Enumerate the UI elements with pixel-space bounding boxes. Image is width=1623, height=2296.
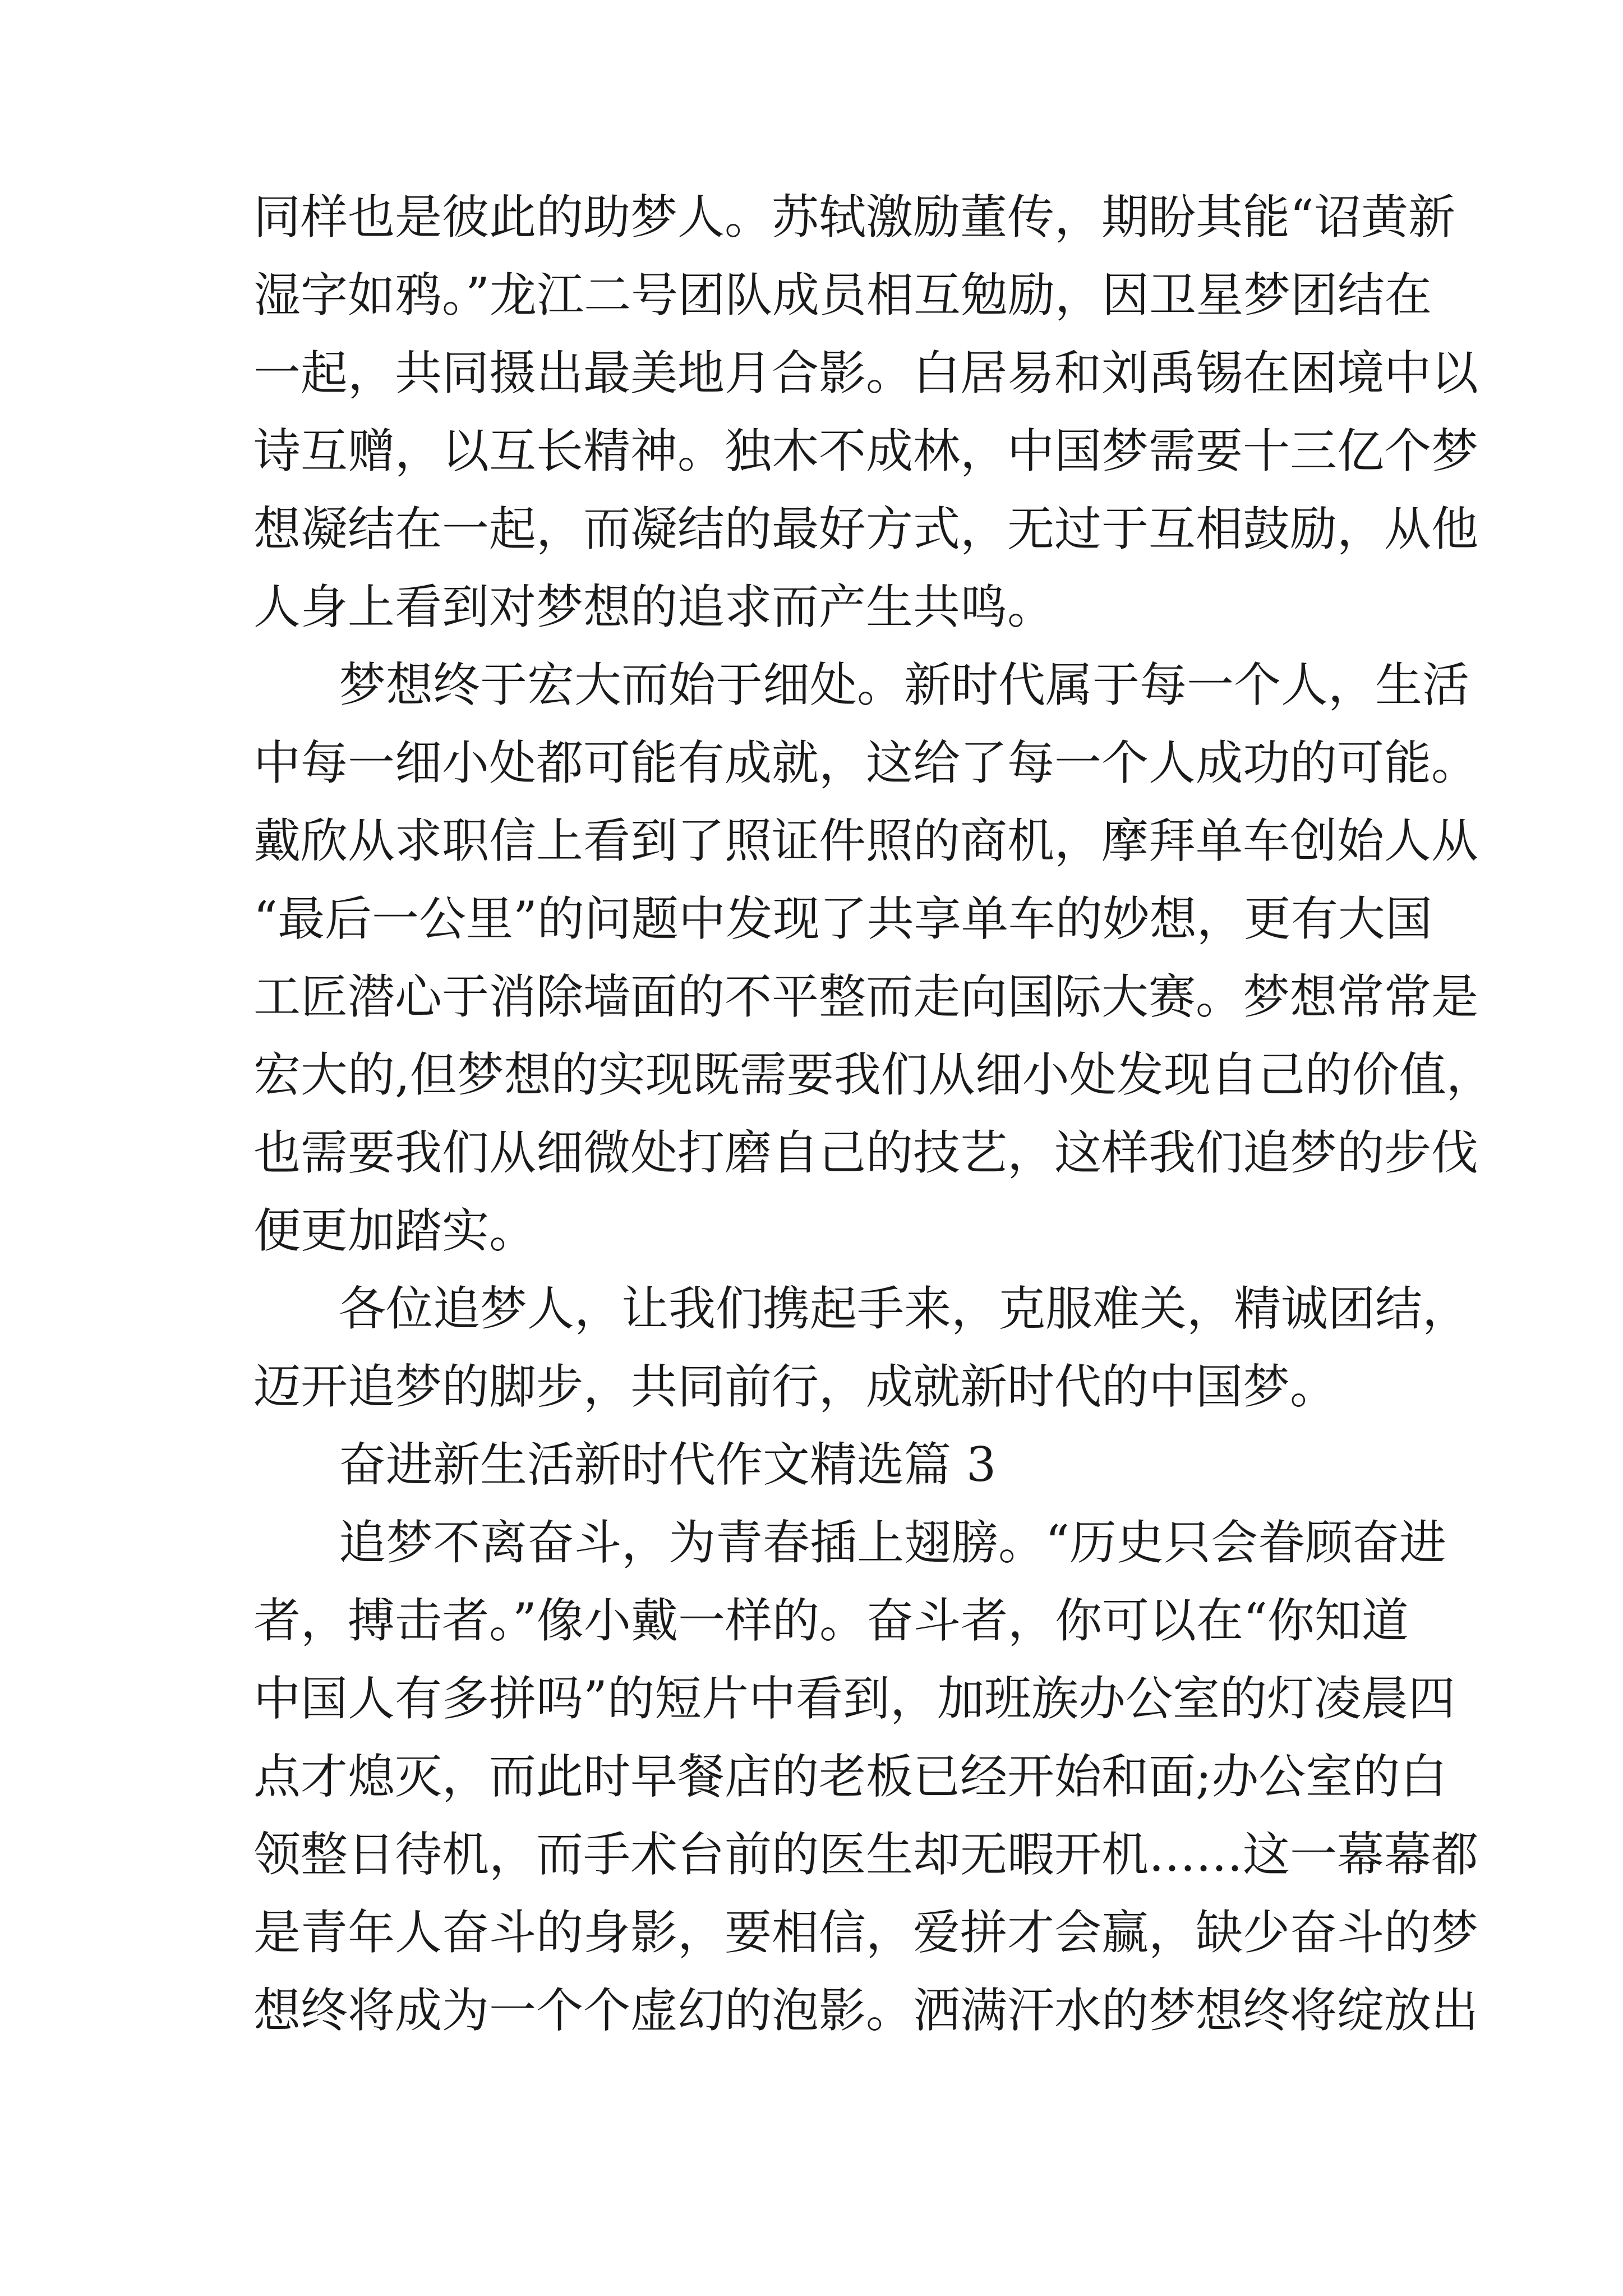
paragraph-first-line: 梦想终于宏大而始于细处。新时代属于每一个人，生活 [339,657,1470,712]
text-line: 领整日待机，而手术台前的医生却无暇开机……这一幕幕都 [253,1827,1479,1882]
text-line: 中每一细小处都可能有成就，这给了每一个人成功的可能。 [253,735,1479,790]
text-line: 迈开追梦的脚步，共同前行，成就新时代的中国梦。 [253,1359,1338,1414]
text-line: 想终将成为一个个虚幻的泡影。洒满汗水的梦想终将绽放出 [253,1983,1479,2038]
text-line: 是青年人奋斗的身影，要相信，爱拼才会赢，缺少奋斗的梦 [253,1905,1479,1960]
text-line: 者，搏击者。”像小戴一样的。奋斗者，你可以在“你知道 [253,1593,1409,1648]
text-line: 人身上看到对梦想的追求而产生共鸣。 [253,579,1055,634]
text-line: 想凝结在一起，而凝结的最好方式，无过于互相鼓励，从他 [253,501,1479,556]
text-line: 诗互赠，以互长精神。独木不成林，中国梦需要十三亿个梦 [253,424,1479,478]
text-line: 点才熄灭，而此时早餐店的老板已经开始和面;办公室的白 [253,1749,1447,1804]
text-line: 也需要我们从细微处打磨自己的技艺，这样我们追梦的步伐 [253,1125,1479,1180]
text-line: 戴欣从求职信上看到了照证件照的商机，摩拜单车创始人从 [253,813,1479,868]
text-line: “最后一公里”的问题中发现了共享单车的妙想，更有大国 [253,891,1432,946]
text-line: 一起，共同摄出最美地月合影。白居易和刘禹锡在困境中以 [253,346,1479,401]
document-body [253,178,1493,2050]
text-line: 湿字如鸦。”龙江二号团队成员相互勉励，因卫星梦团结在 [253,268,1432,323]
text-line: 宏大的,但梦想的实现既需要我们从细小处发现自己的价值， [253,1047,1493,1102]
text-line: 工匠潜心于消除墙面的不平整而走向国际大赛。梦想常常是 [253,969,1479,1024]
text-line: 同样也是彼此的助梦人。苏轼激励董传，期盼其能“诏黄新 [253,190,1455,245]
text-line: 便更加踏实。 [253,1203,537,1258]
section-heading: 奋进新生活新时代作文精选篇 3 [339,1437,997,1492]
text-line: 中国人有多拼吗”的短片中看到，加班族办公室的灯凌晨四 [253,1671,1455,1726]
paragraph-first-line: 各位追梦人，让我们携起手来，克服难关，精诚团结， [339,1281,1470,1336]
paragraph-first-line: 追梦不离奋斗，为青春插上翅膀。“历史只会眷顾奋进 [339,1515,1446,1570]
